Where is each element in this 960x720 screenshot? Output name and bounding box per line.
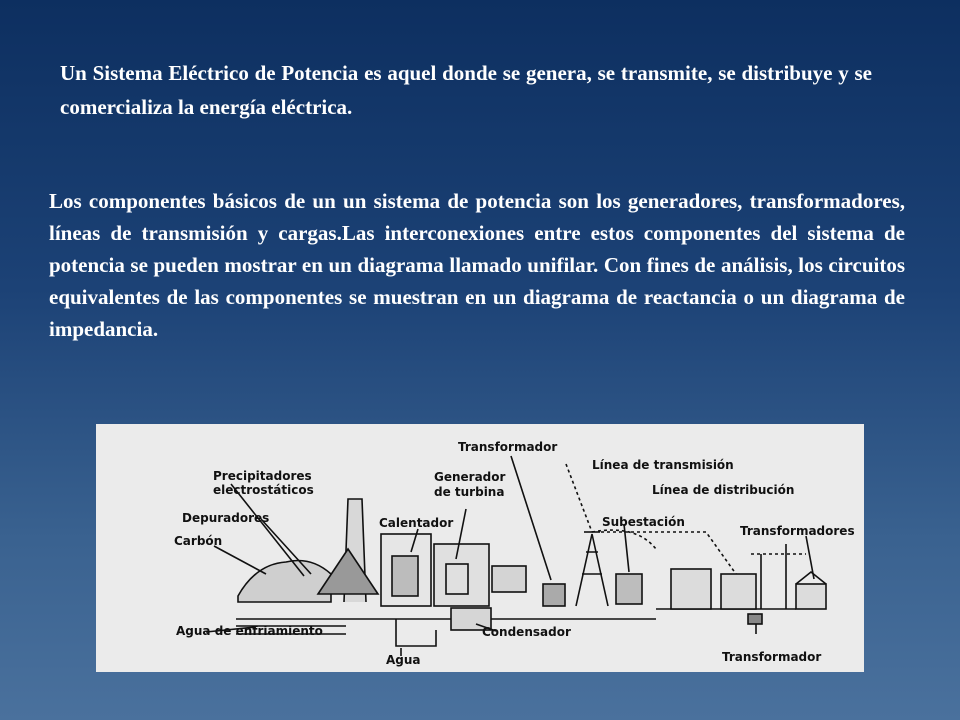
label-linea-distribucion: Línea de distribución (652, 483, 795, 497)
components-paragraph: Los componentes básicos de un un sistema de potencia son los generadores, transformadores, líneas de transmisión y cargas.Las interconexiones entre estos componentes del sistema de potencia se pueden mostrar en un diagrama llamado unifilar. Con fines de análisis, los circuitos equivalentes de las componentes se muestran en un diagrama de reactancia o un diagrama de impedancia. (49, 189, 905, 341)
power-system-drawing (96, 424, 864, 672)
label-subestacion: Subestación (602, 515, 685, 529)
label-transformadores: Transformadores (740, 524, 855, 538)
turbine-hall (434, 544, 489, 606)
transmission-tower-shape (576, 534, 608, 606)
label-generador: Generador (434, 470, 506, 484)
label-carbon: Carbón (174, 534, 223, 548)
label-depuradores: Depuradores (182, 511, 270, 525)
label-electrostaticos: electrostáticos (213, 483, 314, 497)
plant-transformer-shape (543, 584, 565, 606)
label-precipitadores: Precipitadores (213, 469, 312, 483)
power-system-diagram (96, 424, 864, 672)
generator-shape (492, 566, 526, 592)
label-transformador-top: Transformador (458, 440, 558, 454)
label-calentador: Calentador (379, 516, 454, 530)
label-condensador: Condensador (482, 625, 571, 639)
industry-building (671, 569, 711, 609)
substation-shape (616, 574, 642, 604)
label-de-turbina: de turbina (434, 485, 505, 499)
label-agua-enfriamiento: Agua de enfriamiento (176, 624, 323, 638)
definition-paragraph: Un Sistema Eléctrico de Potencia es aquel donde se genera, se transmite, se distribuye y se comercializa la energía eléctrica. (60, 61, 872, 119)
label-linea-transmision: Línea de transmisión (592, 458, 734, 472)
label-transformador-bottom: Transformador (722, 650, 822, 664)
label-agua: Agua (386, 653, 421, 667)
